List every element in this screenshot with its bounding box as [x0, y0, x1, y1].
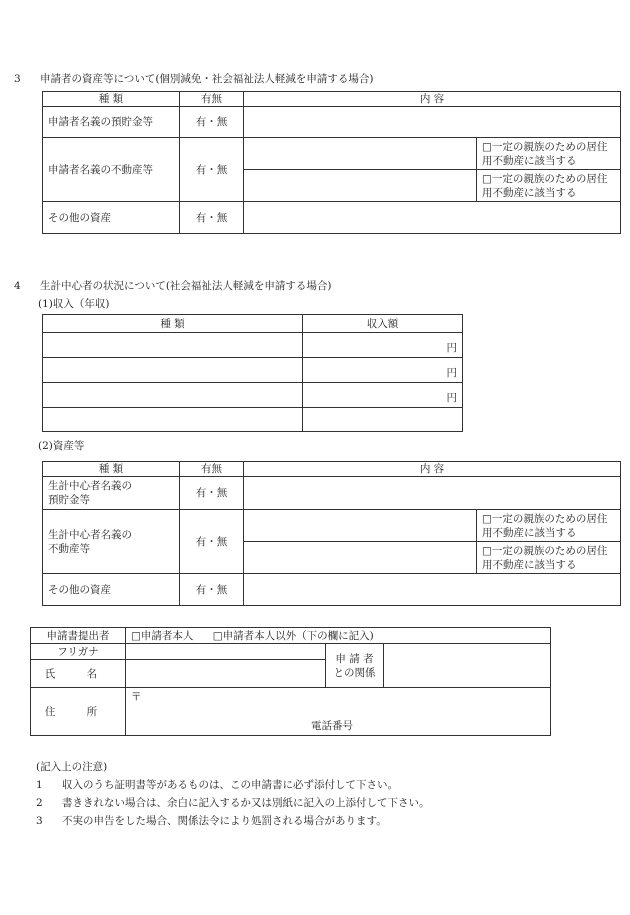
row-type: 申請者名義の不動産等: [43, 138, 180, 202]
row-type: 生計中心者名義の預貯金等: [43, 477, 180, 510]
furigana-input[interactable]: [126, 644, 326, 660]
content-field[interactable]: [244, 138, 477, 170]
income-label: (1)収入（年収): [38, 298, 110, 310]
yesno-field[interactable]: 有・無: [180, 574, 244, 606]
row-type: その他の資産: [43, 574, 180, 606]
income-table: [42, 314, 463, 432]
note-text: 書ききれない場合は、余白に記入するか又は別紙に記入の上添付して下さい。: [62, 797, 430, 809]
section4-number: 4: [14, 280, 21, 292]
income-amount-field[interactable]: [303, 408, 463, 432]
header-yesno: 有無: [180, 462, 244, 477]
residential-property-checkbox[interactable]: □一定の親族のための居住用不動産に該当する: [477, 138, 621, 170]
income-type-field[interactable]: [43, 358, 303, 383]
income-amount-field[interactable]: 円: [303, 358, 463, 383]
note-item: [36, 795, 430, 810]
submitter-self-checkbox[interactable]: □申請者本人: [131, 629, 194, 642]
note-text: 不実の申告をした場合、関係法令により処罰される場合があります。: [62, 815, 387, 827]
content-field[interactable]: [244, 170, 477, 202]
yesno-field[interactable]: 有・無: [180, 202, 244, 234]
section3-title: 申請者の資産等について(個別減免・社会福祉法人軽減を申請する場合): [40, 73, 374, 85]
note-item: [36, 777, 398, 792]
header-type: 種 類: [43, 462, 180, 477]
relation-input[interactable]: [384, 644, 551, 688]
section3-heading: [14, 71, 374, 86]
yesno-field[interactable]: 有・無: [180, 510, 244, 574]
section3-assets-table: [42, 91, 621, 234]
note-number: 2: [36, 797, 43, 809]
submitter-options: [126, 628, 551, 644]
submitter-label: 申請書提出者: [31, 628, 126, 644]
content-field[interactable]: [244, 477, 621, 510]
header-yesno: 有無: [180, 92, 244, 107]
address-label: 住 所: [31, 688, 126, 736]
relation-label: 申 請 者 との関係: [326, 644, 384, 688]
income-amount-field[interactable]: 円: [303, 333, 463, 358]
header-type: 種 類: [43, 92, 180, 107]
income-header-type: 種 類: [43, 315, 303, 333]
phone-label: 電話番号: [311, 720, 353, 732]
assets-label: (2)資産等: [38, 440, 85, 452]
income-type-field[interactable]: [43, 333, 303, 358]
income-type-field[interactable]: [43, 383, 303, 408]
residential-property-checkbox[interactable]: □一定の親族のための居住用不動産に該当する: [477, 510, 621, 542]
residential-property-checkbox[interactable]: □一定の親族のための居住用不動産に該当する: [477, 542, 621, 574]
submitter-table: [30, 627, 551, 736]
content-field[interactable]: [244, 107, 621, 138]
section3-number: 3: [14, 73, 21, 85]
note-item: [36, 813, 387, 828]
postal-mark: 〒: [131, 691, 142, 703]
header-content: 内 容: [244, 462, 621, 477]
section4-title: 生計中心者の状況について(社会福祉法人軽減を申請する場合): [40, 280, 332, 292]
content-field[interactable]: [244, 542, 477, 574]
name-input[interactable]: [126, 660, 326, 688]
income-amount-field[interactable]: 円: [303, 383, 463, 408]
note-number: 3: [36, 815, 43, 827]
yesno-field[interactable]: 有・無: [180, 107, 244, 138]
note-number: 1: [36, 779, 43, 791]
yesno-field[interactable]: 有・無: [180, 138, 244, 202]
row-type: 申請者名義の預貯金等: [43, 107, 180, 138]
residential-property-checkbox[interactable]: □一定の親族のための居住用不動産に該当する: [477, 170, 621, 202]
yesno-field[interactable]: 有・無: [180, 477, 244, 510]
row-type: その他の資産: [43, 202, 180, 234]
content-field[interactable]: [244, 510, 477, 542]
note-text: 収入のうち証明書等があるものは、この申請書に必ず添付して下さい。: [62, 779, 399, 791]
section4-heading: [14, 278, 332, 293]
content-field[interactable]: [244, 574, 621, 606]
submitter-other-checkbox[interactable]: □申請者本人以外（下の欄に記入): [212, 629, 374, 642]
notes-heading: (記入上の注意): [36, 761, 108, 773]
furigana-label: フリガナ: [31, 644, 126, 660]
header-content: 内 容: [244, 92, 621, 107]
content-field[interactable]: [244, 202, 621, 234]
section4-assets-table: [42, 461, 621, 606]
income-type-field[interactable]: [43, 408, 303, 432]
row-type: 生計中心者名義の不動産等: [43, 510, 180, 574]
address-input[interactable]: [126, 688, 551, 736]
income-header-amount: 収入額: [303, 315, 463, 333]
name-label: 氏 名: [31, 660, 126, 688]
